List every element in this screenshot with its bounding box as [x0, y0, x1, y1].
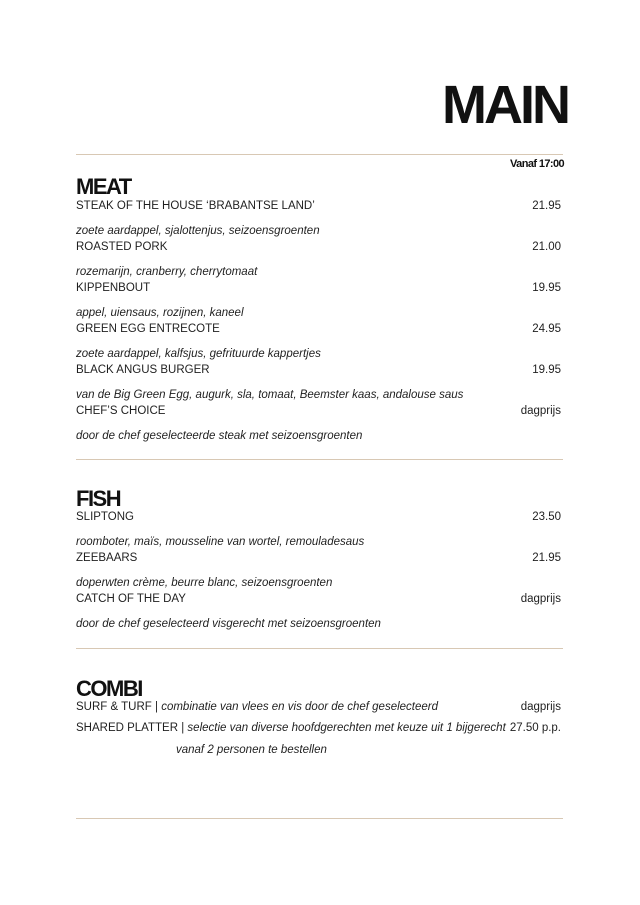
item-price: 21.95	[532, 552, 561, 564]
menu-item	[76, 200, 563, 241]
item-name: SHARED PLATTER |	[76, 721, 185, 734]
menu-item	[76, 405, 563, 446]
menu-item	[76, 323, 563, 364]
item-description: appel, uiensaus, rozijnen, kaneel	[76, 306, 244, 319]
combi-note: vanaf 2 personen te bestellen	[176, 744, 327, 756]
section-heading-meat: MEAT	[76, 174, 131, 199]
item-name: GREEN EGG ENTRECOTE	[76, 323, 220, 335]
item-price: 19.95	[532, 282, 561, 294]
divider	[76, 459, 563, 460]
item-description: zoete aardappel, sjalottenjus, seizoensgroenten	[76, 224, 320, 237]
menu-item	[76, 593, 563, 634]
item-price: 23.50	[532, 511, 561, 523]
item-description: van de Big Green Egg, augurk, sla, tomaat, Beemster kaas, andalouse saus	[76, 388, 464, 401]
item-description: doperwten crème, beurre blanc, seizoensgroenten	[76, 576, 333, 589]
item-price: 19.95	[532, 364, 561, 376]
menu-item	[76, 722, 563, 743]
item-name: STEAK OF THE HOUSE ‘BRABANTSE LAND’	[76, 200, 315, 212]
menu-item	[76, 241, 563, 282]
item-name: KIPPENBOUT	[76, 282, 151, 294]
meat-list	[76, 200, 563, 446]
item-description: door de chef geselecteerde steak met seizoensgroenten	[76, 429, 363, 442]
item-price: dagprijs	[520, 593, 561, 605]
item-price: 27.50 p.p.	[509, 721, 561, 734]
divider	[76, 818, 563, 819]
item-price: dagprijs	[520, 405, 561, 417]
item-price: 21.95	[532, 200, 561, 212]
item-name: SURF & TURF |	[76, 701, 158, 713]
item-description: roomboter, maïs, mousseline van wortel, remouladesaus	[76, 535, 365, 548]
item-name: BLACK ANGUS BURGER	[76, 364, 210, 376]
item-description: rozemarijn, cranberry, cherrytomaat	[76, 265, 258, 278]
page-title: MAIN	[442, 75, 568, 135]
menu-item	[76, 511, 563, 552]
item-price: 24.95	[532, 323, 561, 335]
item-name: CHEF’S CHOICE	[76, 405, 166, 417]
item-description: selectie van diverse hoofdgerechten met keuze uit 1 bijgerecht	[187, 721, 506, 734]
menu-item	[76, 701, 563, 722]
menu-item	[76, 552, 563, 593]
item-price: 21.00	[532, 241, 561, 253]
section-heading-fish: FISH	[76, 486, 121, 511]
item-description: zoete aardappel, kalfsjus, gefrituurde kappertjes	[76, 347, 321, 360]
divider	[76, 154, 563, 155]
serving-time: Vanaf 17:00	[510, 158, 564, 170]
divider	[76, 648, 563, 649]
item-name: ZEEBAARS	[76, 552, 138, 564]
item-description: door de chef geselecteerd visgerecht met seizoensgroenten	[76, 617, 381, 630]
item-name: SLIPTONG	[76, 511, 134, 523]
menu-item	[76, 364, 563, 405]
item-name: ROASTED PORK	[76, 241, 168, 253]
combi-list	[76, 701, 563, 742]
item-name: CATCH OF THE DAY	[76, 593, 186, 605]
item-description: combinatie van vlees en vis door de chef geselecteerd	[161, 701, 439, 713]
section-heading-combi: COMBI	[76, 676, 142, 701]
fish-list	[76, 511, 563, 634]
menu-item	[76, 282, 563, 323]
item-price: dagprijs	[520, 701, 561, 713]
